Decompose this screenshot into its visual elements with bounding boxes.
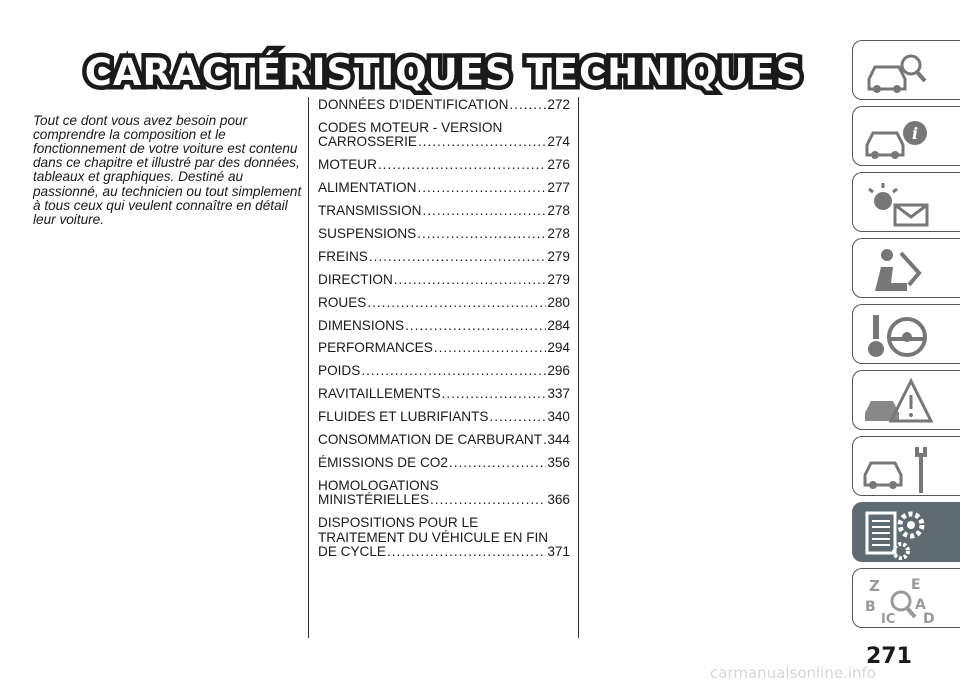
toc-page-number: 371 bbox=[547, 544, 570, 560]
toc-entry[interactable] bbox=[318, 181, 570, 196]
toc-entry-label: ROUES bbox=[318, 294, 367, 310]
car-warning-triangle-icon bbox=[861, 375, 937, 429]
toc-entry[interactable] bbox=[318, 410, 570, 425]
svg-text:B: B bbox=[865, 599, 876, 615]
toc-page-number: 279 bbox=[547, 271, 570, 287]
toc-page-number: 296 bbox=[547, 363, 570, 379]
index-letters-icon bbox=[861, 573, 937, 627]
toc-entry[interactable] bbox=[318, 433, 570, 448]
toc-entry[interactable] bbox=[318, 273, 570, 288]
toc-page-number: 276 bbox=[547, 157, 570, 173]
dot-leader bbox=[417, 181, 546, 196]
toc-entry-label: FREINS bbox=[318, 248, 368, 264]
toc-entry-label: PERFORMANCES bbox=[318, 340, 433, 356]
car-wrench-icon bbox=[861, 441, 937, 495]
watermark: carmanualsonline.info bbox=[710, 664, 876, 682]
dot-leader bbox=[405, 319, 546, 334]
dot-leader bbox=[449, 456, 546, 471]
dot-leader bbox=[430, 493, 546, 508]
dot-leader bbox=[509, 98, 546, 113]
svg-text:A: A bbox=[915, 597, 926, 613]
toc-entry-label: RAVITAILLEMENTS bbox=[318, 386, 441, 402]
toc-entry-label: DONNÉES D'IDENTIFICATION bbox=[318, 97, 509, 112]
dot-leader bbox=[394, 273, 547, 288]
chapter-tab[interactable] bbox=[852, 502, 960, 562]
svg-text:IC: IC bbox=[881, 612, 896, 627]
dot-leader bbox=[422, 204, 546, 219]
column-divider bbox=[308, 97, 309, 638]
toc-entry-label: MOTEUR bbox=[318, 157, 377, 173]
toc-entry[interactable] bbox=[318, 479, 570, 508]
toc-entry-label: DE CYCLE bbox=[318, 544, 386, 560]
chapter-intro: Tout ce dont vous avez besoin pour comprendre la composition et le fonctionnement de votre voiture est contenu dans ce chapitre et illustré par des données, tableaux et graphiques. Destiné au passionné, au technicien ou tout simplement à tous ceux qui veulent connaître en détail leur voiture. bbox=[33, 112, 302, 228]
toc-entry[interactable] bbox=[318, 296, 570, 311]
chapter-tab[interactable] bbox=[852, 172, 960, 232]
svg-text:i: i bbox=[911, 124, 919, 143]
car-search-icon bbox=[861, 45, 937, 99]
toc-page-number: 366 bbox=[547, 492, 570, 508]
toc-entry-label: CARROSSERIE bbox=[318, 134, 417, 150]
toc-page-number: 280 bbox=[547, 294, 570, 310]
dot-leader bbox=[418, 135, 546, 150]
toc-entry[interactable] bbox=[318, 250, 570, 265]
column-divider bbox=[578, 97, 579, 638]
toc-entry-label: MINISTÉRIELLES bbox=[318, 492, 430, 508]
toc-page-number: 277 bbox=[547, 180, 570, 196]
toc-entry-label: FLUIDES ET LUBRIFIANTS bbox=[318, 409, 489, 425]
toc-entry-label: ALIMENTATION bbox=[318, 180, 417, 196]
toc-entry[interactable] bbox=[318, 341, 570, 356]
toc-entry[interactable] bbox=[318, 227, 570, 242]
toc-entry-label: DIMENSIONS bbox=[318, 317, 405, 333]
toc-entry-label: TRAITEMENT DU VÉHICULE EN FIN bbox=[318, 529, 549, 545]
toc-entry[interactable] bbox=[318, 204, 570, 219]
dot-leader bbox=[369, 250, 546, 265]
svg-text:E: E bbox=[911, 577, 921, 593]
toc-page-number: 294 bbox=[547, 340, 570, 356]
key-steering-wheel-icon bbox=[861, 309, 937, 363]
chapter-tab[interactable] bbox=[852, 238, 960, 298]
table-of-contents bbox=[318, 98, 570, 568]
chapter-tab[interactable] bbox=[852, 304, 960, 364]
toc-page-number: 340 bbox=[547, 409, 570, 425]
toc-page-number: 279 bbox=[547, 248, 570, 264]
chapter-tab[interactable] bbox=[852, 568, 960, 628]
toc-page-number: 274 bbox=[547, 134, 570, 150]
page-number: 271 bbox=[866, 644, 912, 669]
dot-leader bbox=[361, 364, 546, 379]
dot-leader bbox=[387, 545, 546, 560]
toc-entry-label: CONSOMMATION DE CARBURANT bbox=[318, 431, 543, 447]
svg-text:D: D bbox=[923, 611, 935, 627]
page-title: CARACTÉRISTIQUES TECHNIQUES bbox=[84, 50, 804, 94]
toc-entry-label: CODES MOTEUR - VERSION bbox=[318, 119, 503, 135]
toc-entry-label: HOMOLOGATIONS bbox=[318, 477, 439, 493]
toc-entry[interactable] bbox=[318, 516, 570, 560]
toc-entry[interactable] bbox=[318, 158, 570, 173]
toc-entry[interactable] bbox=[318, 121, 570, 150]
toc-page-number: 278 bbox=[547, 225, 570, 241]
toc-entry-label: ÉMISSIONS DE CO2 bbox=[318, 454, 448, 470]
dot-leader bbox=[434, 341, 547, 356]
specs-gears-icon bbox=[861, 507, 937, 561]
toc-entry[interactable] bbox=[318, 387, 570, 402]
toc-page-number: 337 bbox=[547, 386, 570, 402]
svg-text:Z: Z bbox=[869, 577, 880, 595]
toc-entry-label: SUSPENSIONS bbox=[318, 225, 417, 241]
chapter-tab[interactable] bbox=[852, 436, 960, 496]
toc-entry-label: POIDS bbox=[318, 363, 361, 379]
dot-leader bbox=[543, 433, 546, 448]
chapter-tab[interactable] bbox=[852, 370, 960, 430]
toc-entry-label: DISPOSITIONS POUR LE bbox=[318, 515, 479, 531]
car-info-icon bbox=[861, 111, 937, 165]
toc-page-number: 284 bbox=[547, 317, 570, 333]
dot-leader bbox=[417, 227, 546, 242]
toc-entry[interactable] bbox=[318, 319, 570, 334]
dot-leader bbox=[367, 296, 546, 311]
toc-entry-label: DIRECTION bbox=[318, 271, 393, 287]
dot-leader bbox=[378, 158, 546, 173]
toc-page-number: 344 bbox=[547, 431, 570, 447]
toc-page-number: 356 bbox=[547, 454, 570, 470]
toc-page-number: 278 bbox=[547, 203, 570, 219]
chapter-tab[interactable] bbox=[852, 40, 960, 100]
dot-leader bbox=[442, 387, 547, 402]
toc-entry[interactable] bbox=[318, 456, 570, 471]
toc-entry[interactable] bbox=[318, 98, 570, 113]
chapter-tab[interactable] bbox=[852, 106, 960, 166]
toc-entry[interactable] bbox=[318, 364, 570, 379]
toc-page-number: 272 bbox=[547, 97, 570, 112]
toc-entry-label: TRANSMISSION bbox=[318, 203, 422, 219]
warning-lights-icon bbox=[861, 177, 937, 231]
seat-safety-icon bbox=[861, 243, 937, 297]
dot-leader bbox=[489, 410, 546, 425]
